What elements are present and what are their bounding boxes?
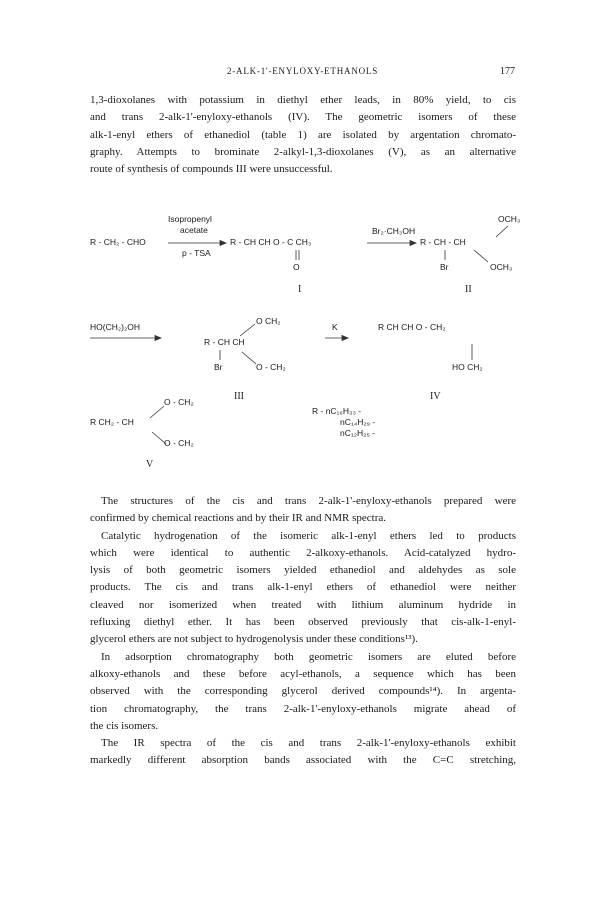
reagent-bromine-methanol: Br₂·CH₃OH bbox=[372, 226, 416, 236]
compound-v-o-top: O - CH₂ bbox=[164, 397, 194, 407]
label-compound-iii: III bbox=[234, 391, 244, 402]
r-definition-c12: nC₁₂H₂₅ - bbox=[340, 428, 376, 438]
text-line: refluxing diethyl ether. It has been observed previously that cis-alk-1-enyl- bbox=[90, 616, 516, 629]
compound-ii-structure: R - CH - CH bbox=[420, 237, 466, 247]
text-line: lysis of both geometric isomers yielded ethanediol and aldehydes as sole bbox=[90, 564, 516, 577]
compound-i-structure: R - CH CH O - C CH₃ bbox=[230, 237, 312, 247]
reagent-potassium: K bbox=[332, 322, 338, 332]
compound-iv-hydroxyl: HO CH₂ bbox=[452, 362, 483, 372]
text-line: cleaved nor isomerized when treated with lithium aluminum hydride in bbox=[90, 598, 516, 611]
text-line: Catalytic hydrogenation of the isomeric alk-1-enyl ethers led to products bbox=[101, 529, 516, 542]
label-compound-i: I bbox=[298, 284, 302, 295]
compound-iii-structure: R - CH CH bbox=[204, 337, 245, 347]
text-line: alk-1-enyl ethers of ethanediol (table 1) are isolated by argentation chromato- bbox=[90, 128, 516, 141]
bromine-substituent-iii: Br bbox=[214, 362, 223, 372]
compound-v-o-bottom: O - CH₂ bbox=[164, 438, 194, 448]
label-compound-ii: II bbox=[465, 284, 472, 295]
text-line: and trans 2-alk-1'-enyloxy-ethanols (IV). The geometric isomers of these bbox=[90, 111, 516, 124]
text-line: which were identical to authentic 2-alkoxy-ethanols. Acid-catalyzed hydro- bbox=[90, 546, 516, 559]
text-line: alkoxy-ethanols and these before acyl-ethanols, a sequence which has been bbox=[90, 667, 516, 680]
text-line: route of synthesis of compounds III were unsuccessful. bbox=[90, 163, 333, 176]
text-line: confirmed by chemical reactions and by their IR and NMR spectra. bbox=[90, 512, 386, 525]
methoxy-top: OCH₃ bbox=[498, 214, 521, 224]
carbonyl-oxygen: O bbox=[293, 262, 300, 272]
methoxy-bottom: OCH₃ bbox=[490, 262, 513, 272]
text-line: The IR spectra of the cis and trans 2-alk-1'-enyloxy-ethanols exhibit bbox=[101, 737, 516, 750]
reagent-acetate: acetate bbox=[180, 225, 208, 235]
dioxolane-o-bottom: O - CH₂ bbox=[256, 362, 286, 372]
running-title: 2-ALK-1'-ENYLOXY-ETHANOLS bbox=[226, 66, 379, 76]
label-compound-v: V bbox=[146, 459, 154, 470]
catalyst-ptsa: p - TSA bbox=[182, 248, 211, 258]
text-line: products. The cis and trans alk-1-enyl ethers of ethanediol were neither bbox=[90, 581, 516, 594]
text-line: markedly different absorption bands associated with the C=C stretching, bbox=[90, 754, 516, 767]
reactant-aldehyde: R - CH₂ - CHO bbox=[90, 237, 146, 247]
dioxolane-o-top: O CH₂ bbox=[256, 316, 281, 326]
text-line: 1,3-dioxolanes with potassium in diethyl ether leads, in 80% yield, to cis bbox=[90, 94, 516, 106]
reagent-isopropenyl: Isopropenyl bbox=[168, 214, 212, 224]
text-line: tion chromatography, the trans 2-alk-1'-enyloxy-ethanols migrate ahead of bbox=[90, 702, 516, 715]
reagent-ethanediol: HO(CH₂)₂OH bbox=[90, 322, 141, 332]
compound-v-structure: R CH₂ - CH bbox=[90, 417, 134, 427]
text-line: The structures of the cis and trans 2-alk-1'-enyloxy-ethanols prepared were bbox=[101, 495, 516, 507]
bromine-substituent: Br bbox=[440, 262, 449, 272]
text-line: observed with the corresponding glycerol derived compounds¹⁴). In argenta- bbox=[90, 685, 516, 698]
text-line: the cis isomers. bbox=[90, 719, 159, 732]
text-line: In adsorption chromatography both geometric isomers are eluted before bbox=[101, 650, 516, 663]
body-text bbox=[90, 493, 516, 770]
compound-iv-structure: R CH CH O - CH₂ bbox=[378, 322, 446, 332]
label-compound-iv: IV bbox=[430, 391, 441, 402]
page-number: 177 bbox=[500, 66, 515, 77]
r-definition-c16: R - nC₁₆H₃₃ - bbox=[312, 406, 362, 416]
r-definition-c14: nC₁₄H₂₉ - bbox=[340, 417, 376, 427]
text-line: glycerol ethers are not subject to hydrogenolysis under these conditions¹³). bbox=[90, 633, 418, 646]
text-line: graphy. Attempts to brominate 2-alkyl-1,3-dioxolanes (V), as an alternative bbox=[90, 145, 516, 158]
